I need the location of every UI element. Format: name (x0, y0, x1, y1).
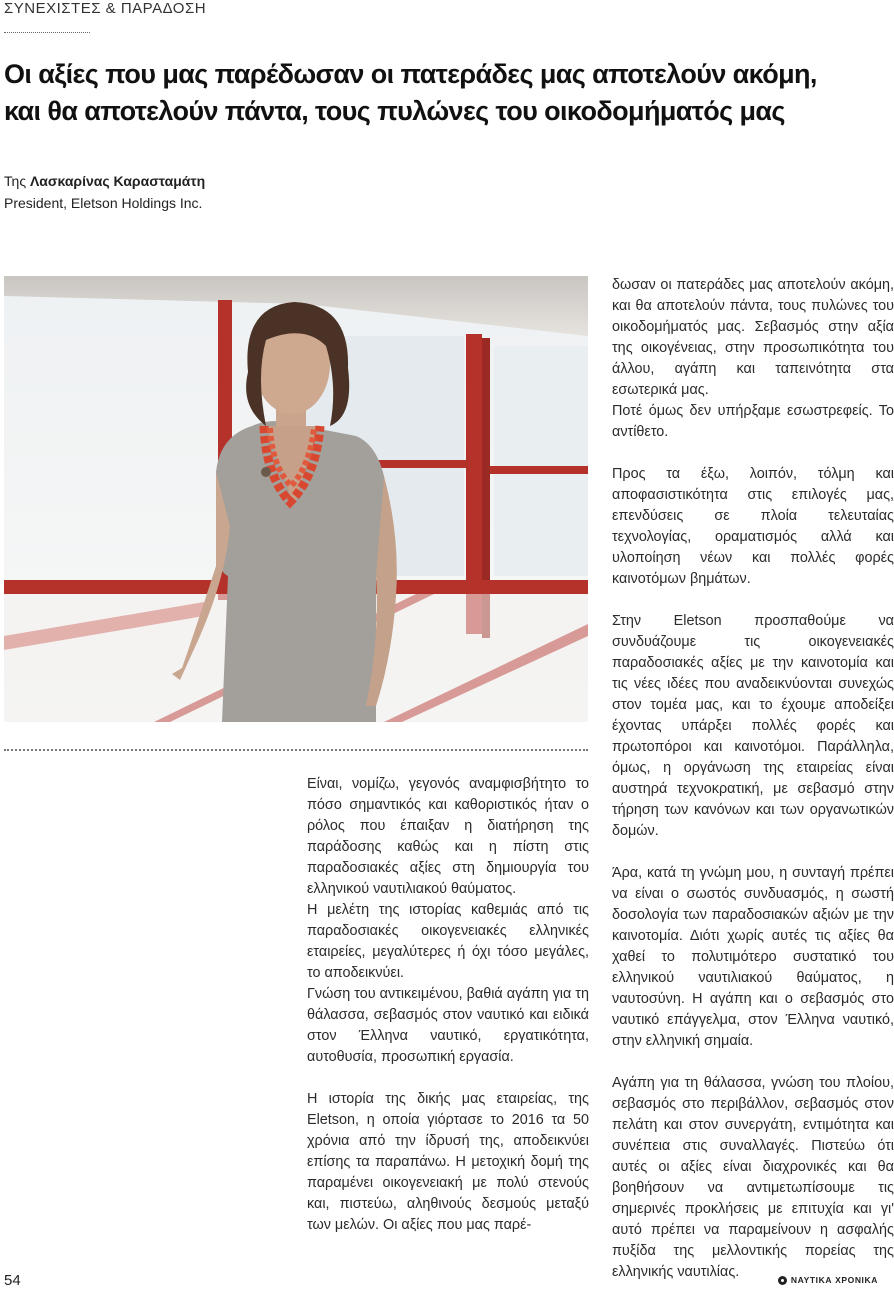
right-paragraph-3: Προς τα έξω, λοιπόν, τόλμη και αποφασιστικότητα στις επιλογές μας, επενδύσεις σε πλοία τελευταίας τεχνολογίας, οραματισμός αλλά και υλοποίηση νέων και πολλές φορές καινοτόμων βημάτων. (612, 466, 894, 587)
byline-role: President, Eletson Holdings Inc. (4, 195, 203, 211)
byline (4, 170, 205, 214)
left-paragraph-2: Η μελέτη της ιστορίας καθεμιάς από τις παραδοσιακές οικογενειακές ελληνικές εταιρείες, μεγαλύτερες ή όχι τόσο μεγάλες, το αποδεικνύει. (307, 902, 589, 981)
headline-line-2: και θα αποτελούν πάντα, τους πυλώνες του οικοδομήματός μας (4, 96, 785, 126)
magazine-name: ΝΑΥΤΙΚΑ ΧΡΟΝΙΚΑ (790, 1275, 878, 1285)
left-column (307, 774, 589, 1257)
portrait-illustration (4, 276, 588, 722)
section-label: ΣΥΝΕΧΙΣΤΕΣ & ΠΑΡΑΔΟΣΗ (4, 0, 207, 17)
page-number: 54 (4, 1272, 21, 1289)
byline-author: Λασκαρίνας Καρασταμάτη (29, 173, 206, 189)
right-paragraph-4: Στην Eletson προσπαθούμε να συνδυάζουμε τις οικογενειακές παραδοσιακές αξίες με την καινοτομία και τις νέες ιδέες που αναδεικνύονται συνεχώς στον τομέα μας, και το έχουμε αποδείξει έχοντας υπάρξει πολλές φορές και πρωτοπόροι και καινοτόμοι. Παράλληλα, όμως, η οργάνωση της εταιρείας είναι αυστηρά τεχνοκρατική, με σεβασμό στην τήρηση των κανόνων και των οργανωτικών δομών. (612, 613, 894, 839)
section-underline (4, 32, 90, 33)
left-paragraph-3: Γνώση του αντικειμένου, βαθιά αγάπη για τη θάλασσα, σεβασμός στον ναυτικό και ειδικά στον Έλληνα ναυτικό, εργατικότητα, αυτοθυσία, προσωπική εργασία. (307, 986, 589, 1065)
right-paragraph-6: Αγάπη για τη θάλασσα, γνώση του πλοίου, σεβασμός στο περιβάλλον, σεβασμός στον πελάτη και στον συνεργάτη, εντιμότητα και συνέπεια στις συναλλαγές. Πιστεύω ότι αυτές οι αξίες είναι διαχρονικές και θα βοηθήσουν να αντιμετωπίσουμε τις σημερινές προκλήσεις με επιτυχία και γι' αυτό πρέπει να παραμείνουν η ασφαλής πυξίδα της μελλοντικής πορείας της ελληνικής ναυτιλίας. (612, 1075, 894, 1280)
left-paragraph-4: Η ιστορία της δικής μας εταιρείας, της Eletson, η οποία γιόρτασε το 2016 τα 50 χρόνια από την ίδρυσή της, αποδεικνύει επίσης τα παραπάνω. Η μετοχική δομή της παραμένει οικογενειακή με πολύ στενούς και, πιστεύω, αληθινούς δεσμούς μεταξύ των μελών. Οι αξίες που μας παρέ- (307, 1091, 589, 1233)
right-paragraph-2: Ποτέ όμως δεν υπήρξαμε εσωστρεφείς. Το αντίθετο. (612, 403, 894, 440)
right-paragraph-5: Άρα, κατά τη γνώμη μου, η συνταγή πρέπει να είναι ο σωστός συνδυασμός, η σωστή δοσολογία των παραδοσιακών αξιών με την καινοτομία. Διότι χωρίς αυτές τις αξίες θα χαθεί το πολυτιμότερο συστατικό του ελληνικού ναυτιλιακού θαύματος, η ναυτοσύνη. Η αγάπη και ο σεβασμός στο ναυτικό επάγγελμα, στον Έλληνα ναυτικό, στην ελληνική σημαία. (612, 865, 894, 1049)
portrait-photo (4, 276, 588, 722)
left-paragraph-1: Είναι, νομίζω, γεγονός αναμφισβήτητο το πόσο σημαντικός και καθοριστικός ήταν ο ρόλος που έπαιξαν η διατήρηση της παράδοσης καθώς και η πίστη στις παραδοσιακές αξίες στη δημιουργία του ελληνικού ναυτιλιακού θαύματος. (307, 776, 589, 897)
right-column (612, 275, 894, 1304)
byline-prefix: Της (4, 173, 27, 189)
dotted-separator (4, 749, 588, 751)
magazine-logo-icon (778, 1276, 787, 1285)
right-paragraph-1: δωσαν οι πατεράδες μας αποτελούν ακόμη, και θα αποτελούν πάντα, τους πυλώνες του οικοδομήματός μας. Σεβασμός στην αξία της οικογένειας, στην προσωπικότητα του άλλου, αγάπη και ταπεινότητα στα εσωτερικά μας. (612, 277, 894, 398)
headline-line-1: Οι αξίες που μας παρέδωσαν οι πατεράδες μας αποτελούν ακόμη, (4, 59, 817, 89)
article-headline (4, 56, 864, 130)
magazine-footer (778, 1275, 878, 1285)
